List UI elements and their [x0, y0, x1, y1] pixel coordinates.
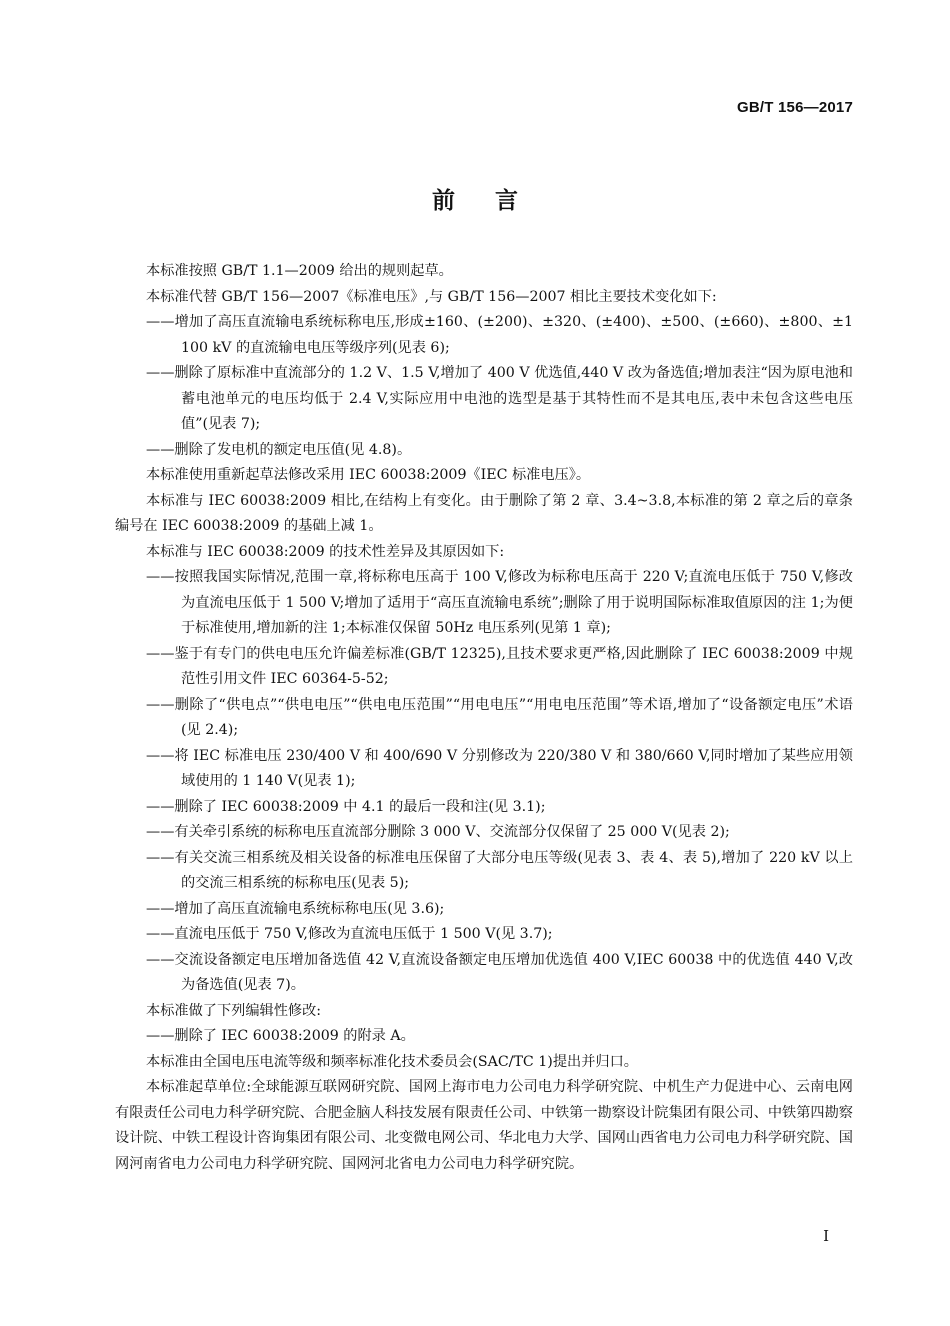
paragraph: 本标准与 IEC 60038:2009 相比,在结构上有变化。由于删除了第 2 章、3.4~3.8,本标准的第 2 章之后的章条编号在 IEC 60038:2009 的基础上减 1。: [115, 492, 853, 534]
list-item: ——删除了 IEC 60038:2009 的附录 A。: [146, 1028, 415, 1044]
list-item: ——增加了高压直流输电系统标称电压(见 3.6);: [146, 900, 445, 917]
paragraph: 本标准由全国电压电流等级和频率标准化技术委员会(SAC/TC 1)提出并归口。: [146, 1053, 638, 1070]
list-item: ——增加了高压直流输电系统标称电压,形成±160、(±200)、±320、(±400)、±500、(±660)、±800、±1 100 kV 的直流输电电压等级序列(见表 6);: [146, 314, 853, 356]
list-item: ——删除了 IEC 60038:2009 中 4.1 的最后一段和注(见 3.1);: [146, 798, 546, 815]
list-item: ——删除了“供电点”“供电电压”“供电电压范围”“用电电压”“用电电压范围”等术语,增加了“设备额定电压”术语(见 2.4);: [146, 696, 853, 738]
standard-code: GB/T 156—2017: [737, 99, 853, 116]
page-number: I: [823, 1227, 829, 1245]
list-item: ——有关牵引系统的标称电压直流部分删除 3 000 V、交流部分仅保留了 25 000 V(见表 2);: [146, 824, 730, 840]
paragraph: 本标准与 IEC 60038:2009 的技术性差异及其原因如下:: [146, 543, 505, 560]
list-item: ——交流设备额定电压增加备选值 42 V,直流设备额定电压增加优选值 400 V,IEC 60038 中的优选值 440 V,改为备选值(见表 7)。: [146, 951, 853, 993]
list-item: ——删除了原标准中直流部分的 1.2 V、1.5 V,增加了 400 V 优选值,440 V 改为备选值;增加表注“因为原电池和蓄电池单元的电压均低于 2.4 V,实际应用中电池的选型是基于其特性而不是其电压,表中未包含这些电压值”(见表 7);: [146, 365, 853, 432]
document-body: [115, 259, 853, 1177]
list-item: ——鉴于有专门的供电电压允许偏差标准(GB/T 12325),且技术要求更严格,因此删除了 IEC 60038:2009 中规范性引用文件 IEC 60364-5-52;: [146, 645, 853, 687]
paragraph: 本标准起草单位:全球能源互联网研究院、国网上海市电力公司电力科学研究院、中机生产力促进中心、云南电网有限责任公司电力科学研究院、合肥金脑人科技发展有限责任公司、中铁第一勘察设计院集团有限公司、中铁第四勘察设计院、中铁工程设计咨询集团有限公司、北变微电网公司、华北电力大学、国网山西省电力公司电力科学研究院、国网河南省电力公司电力科学研究院、国网河北省电力公司电力科学研究院。: [115, 1079, 853, 1172]
list-item: ——直流电压低于 750 V,修改为直流电压低于 1 500 V(见 3.7);: [146, 926, 553, 942]
list-item: ——将 IEC 标准电压 230/400 V 和 400/690 V 分别修改为 220/380 V 和 380/660 V,同时增加了某些应用领域使用的 1 140 V(见表 1);: [146, 747, 853, 789]
list-item: ——删除了发电机的额定电压值(见 4.8)。: [146, 441, 412, 458]
paragraph: 本标准按照 GB/T 1.1—2009 给出的规则起草。: [146, 263, 453, 279]
page-title: 前言: [432, 188, 558, 214]
paragraph: 本标准代替 GB/T 156—2007《标准电压》,与 GB/T 156—2007 相比主要技术变化如下:: [146, 288, 717, 305]
paragraph: 本标准使用重新起草法修改采用 IEC 60038:2009《IEC 标准电压》。: [146, 467, 591, 483]
paragraph: 本标准做了下列编辑性修改:: [146, 1002, 322, 1019]
list-item: ——按照我国实际情况,范围一章,将标称电压高于 100 V,修改为标称电压高于 220 V;直流电压低于 750 V,修改为直流电压低于 1 500 V;增加了适用于“高压直流输电系统”;删除了用于说明国际标准取值原因的注 1;为便于标准使用,增加新的注 1;本标准仅保留 50Hz 电压系列(见第 1 章);: [146, 569, 853, 636]
list-item: ——有关交流三相系统及相关设备的标准电压保留了大部分电压等级(见表 3、表 4、表 5),增加了 220 kV 以上的交流三相系统的标称电压(见表 5);: [146, 849, 853, 891]
